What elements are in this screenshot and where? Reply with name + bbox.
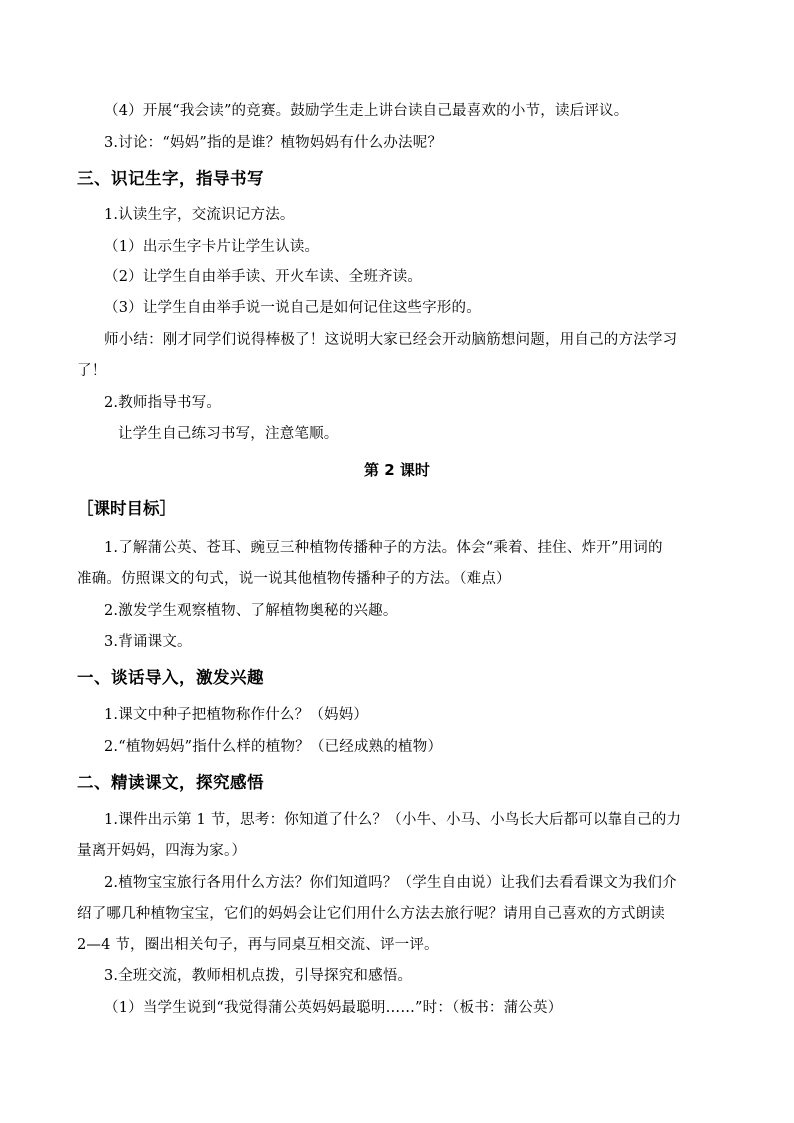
paragraph-line: 量离开妈妈，四海为家。）	[77, 843, 247, 859]
paragraph-line: 绍了哪几种植物宝宝，它们的妈妈会让它们用什么方法去旅行呢？请用自己喜欢的方式朗读	[77, 906, 665, 922]
paragraph-line: 了！	[77, 363, 107, 379]
paragraph-line: 1.课文中种子把植物称作什么？（妈妈）	[104, 707, 369, 723]
paragraph-line: 3.背诵课文。	[104, 634, 192, 650]
paragraph-line: 2.教师指导书写。	[104, 395, 222, 411]
paragraph-line: 1.课件出示第 1 节，思考：你知道了什么？（小牛、小马、小鸟长大后都可以靠自己的力	[104, 812, 682, 828]
paragraph-line: 让学生自己练习书写，注意笔顺。	[118, 426, 339, 442]
paragraph-line: 3.全班交流，教师相机点拨，引导探究和感悟。	[104, 968, 413, 984]
paragraph-line: 1.了解蒲公英、苍耳、豌豆三种植物传播种子的方法。体会“乘着、挂住、炸开”用词的	[104, 540, 663, 556]
paragraph-line: 3.讨论：“妈妈”指的是谁？植物妈妈有什么办法呢？	[104, 135, 443, 151]
paragraph-line: （3）让学生自由举手说一说自己是如何记住这些字形的。	[104, 300, 481, 316]
paragraph-line: 2.植物宝宝旅行各用什么方法？你们知道吗？（学生自由说）让我们去看看课文为我们介	[104, 875, 677, 891]
paragraph-line: （1）当学生说到“我觉得蒲公英妈妈最聪明……”时：（板书：蒲公英）	[104, 1000, 563, 1016]
section-heading: 一、谈话导入，激发兴趣	[77, 668, 264, 687]
paragraph-line: 师小结：刚才同学们说得棒极了！这说明大家已经会开动脑筋想问题，用自己的方法学习	[104, 332, 678, 348]
section-heading: 二、精读课文，探究感悟	[77, 773, 264, 792]
paragraph-line: 2.激发学生观察植物、了解植物奥秘的兴趣。	[104, 603, 398, 619]
section-heading: 三、识记生字，指导书写	[77, 169, 264, 188]
paragraph-line: （1）出示生字卡片让学生认读。	[104, 239, 320, 255]
paragraph-line: （4）开展“我会读”的竞赛。鼓励学生走上讲台读自己最喜欢的小节，读后评议。	[104, 103, 629, 119]
lesson-title: 第 2 课时	[364, 461, 430, 479]
paragraph-line: 2—4 节，圈出相关句子，再与同桌互相交流、评一评。	[77, 937, 439, 953]
paragraph-line: 1.认读生字，交流识记方法。	[104, 207, 295, 223]
paragraph-line: 2.“植物妈妈”指什么样的植物？（已经成熟的植物）	[104, 739, 443, 755]
paragraph-line: （2）让学生自由举手读、开火车读、全班齐读。	[104, 269, 423, 285]
objectives-heading: ［课时目标］	[77, 499, 176, 518]
paragraph-line: 准确。仿照课文的句式，说一说其他植物传播种子的方法。（难点）	[77, 571, 511, 587]
